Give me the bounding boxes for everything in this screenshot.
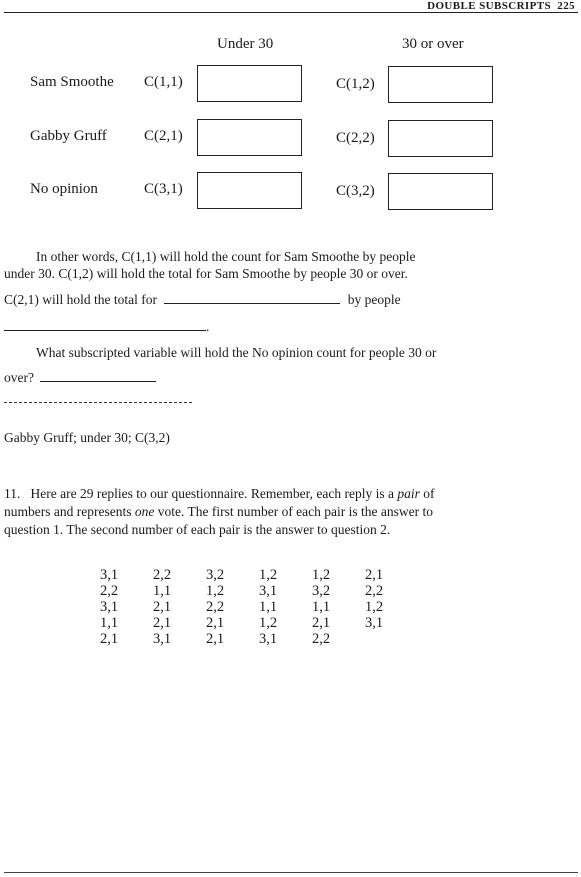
reply-pair: 1,2: [259, 567, 278, 583]
fill-in-blank-name: [164, 291, 340, 304]
question-11-line-3: question 1. The second number of each pair is the answer to question 2.: [4, 522, 391, 537]
reply-pair: 2,1: [100, 631, 119, 647]
reply-pair: 2,1: [153, 599, 172, 615]
reply-pair: 1,1: [153, 583, 172, 599]
reply-pair: 3,1: [100, 599, 119, 615]
paragraph-1-line-3-end: by people: [347, 292, 401, 307]
row-label-sam-smoothe: Sam Smoothe: [30, 74, 114, 90]
emphasis-pair: pair: [397, 486, 420, 501]
reply-pair: 1,2: [206, 583, 225, 599]
answer-box-c21: [197, 119, 302, 156]
cell-label-c11: C(1,1): [144, 74, 183, 90]
answer-text: Gabby Gruff; under 30; C(3,2): [4, 430, 170, 445]
running-header: [0, 0, 581, 12]
reply-pair: 1,1: [100, 615, 119, 631]
question-number: 11.: [4, 486, 21, 501]
paragraph-1-line-3-start: C(2,1) will hold the total for: [4, 292, 157, 307]
answer-box-c32: [388, 173, 493, 210]
answer-box-c12: [388, 66, 493, 103]
header-rule: [4, 12, 578, 13]
paragraph-2-line-1: What subscripted variable will hold the No opinion count for people 30 or: [36, 345, 437, 360]
question-11-text-b: of: [423, 486, 435, 501]
paragraph-2-question-end: over?: [4, 370, 34, 385]
row-label-no-opinion: No opinion: [30, 181, 98, 197]
question-11-line-2: [4, 502, 433, 522]
reply-pair: 1,1: [259, 599, 278, 615]
paragraph-2-line-2: [4, 368, 156, 388]
reply-pair: 3,1: [153, 631, 172, 647]
paragraph-1-line-2: under 30. C(1,2) will hold the total for Sam Smoothe by people 30 or over.: [4, 266, 408, 281]
reply-pair: 1,1: [312, 599, 331, 615]
reply-pair: 2,1: [206, 615, 225, 631]
reply-pair: 2,2: [365, 583, 384, 599]
reply-pair: 2,2: [206, 599, 225, 615]
reply-pair: 2,2: [312, 631, 331, 647]
replies-table: [100, 567, 418, 647]
reply-pair: 1,2: [365, 599, 384, 615]
cell-label-c12: C(1,2): [336, 76, 375, 92]
question-11-text-d: vote. The first number of each pair is the answer to: [157, 504, 434, 519]
reply-pair: 3,1: [259, 583, 278, 599]
reply-pair: 2,1: [153, 615, 172, 631]
paragraph-1-line-1: In other words, C(1,1) will hold the count for Sam Smoothe by people: [36, 249, 416, 264]
replies-row: [100, 567, 418, 583]
reply-pair: 1,2: [312, 567, 331, 583]
emphasis-one: one: [134, 504, 155, 519]
column-header-under-30: Under 30: [217, 36, 274, 52]
reply-pair: 3,2: [312, 583, 331, 599]
reply-pair: 2,2: [100, 583, 119, 599]
fill-in-blank-age-group: [4, 318, 206, 331]
reply-pair: 2,1: [312, 615, 331, 631]
reply-pair: 3,2: [206, 567, 225, 583]
cell-label-c32: C(3,2): [336, 183, 375, 199]
paragraph-1-line-3: [4, 290, 401, 310]
running-head-title: DOUBLE SUBSCRIPTS: [427, 0, 551, 12]
reply-pair: 3,1: [365, 615, 384, 631]
bottom-rule: [4, 872, 578, 873]
header-text: [427, 0, 575, 12]
question-11-text-a: Here are 29 replies to our questionnaire. Remember, each reply is a: [30, 486, 394, 501]
page-number: 225: [557, 0, 575, 12]
fill-in-blank-variable: [40, 369, 156, 382]
reply-pair: 2,1: [365, 567, 384, 583]
replies-row: [100, 599, 418, 615]
question-11-text-c: numbers and represents: [4, 504, 132, 519]
answer-box-c22: [388, 120, 493, 157]
cell-label-c31: C(3,1): [144, 181, 183, 197]
reply-pair: 3,1: [100, 567, 119, 583]
paragraph-1-period: .: [206, 319, 210, 334]
row-label-gabby-gruff: Gabby Gruff: [30, 128, 107, 144]
answer-box-c31: [197, 172, 302, 209]
column-header-30-or-over: 30 or over: [402, 36, 464, 52]
question-11-line-1: [4, 484, 434, 504]
cell-label-c22: C(2,2): [336, 130, 375, 146]
replies-row: [100, 615, 418, 631]
replies-row: [100, 583, 418, 599]
reply-pair: 1,2: [259, 615, 278, 631]
reply-pair: 3,1: [259, 631, 278, 647]
answer-box-c11: [197, 65, 302, 102]
reply-pair: 2,2: [153, 567, 172, 583]
answer-separator-dashes: [4, 402, 192, 403]
paragraph-1-line-4: [4, 317, 209, 337]
replies-row: [100, 631, 418, 647]
cell-label-c21: C(2,1): [144, 128, 183, 144]
reply-pair: 2,1: [206, 631, 225, 647]
